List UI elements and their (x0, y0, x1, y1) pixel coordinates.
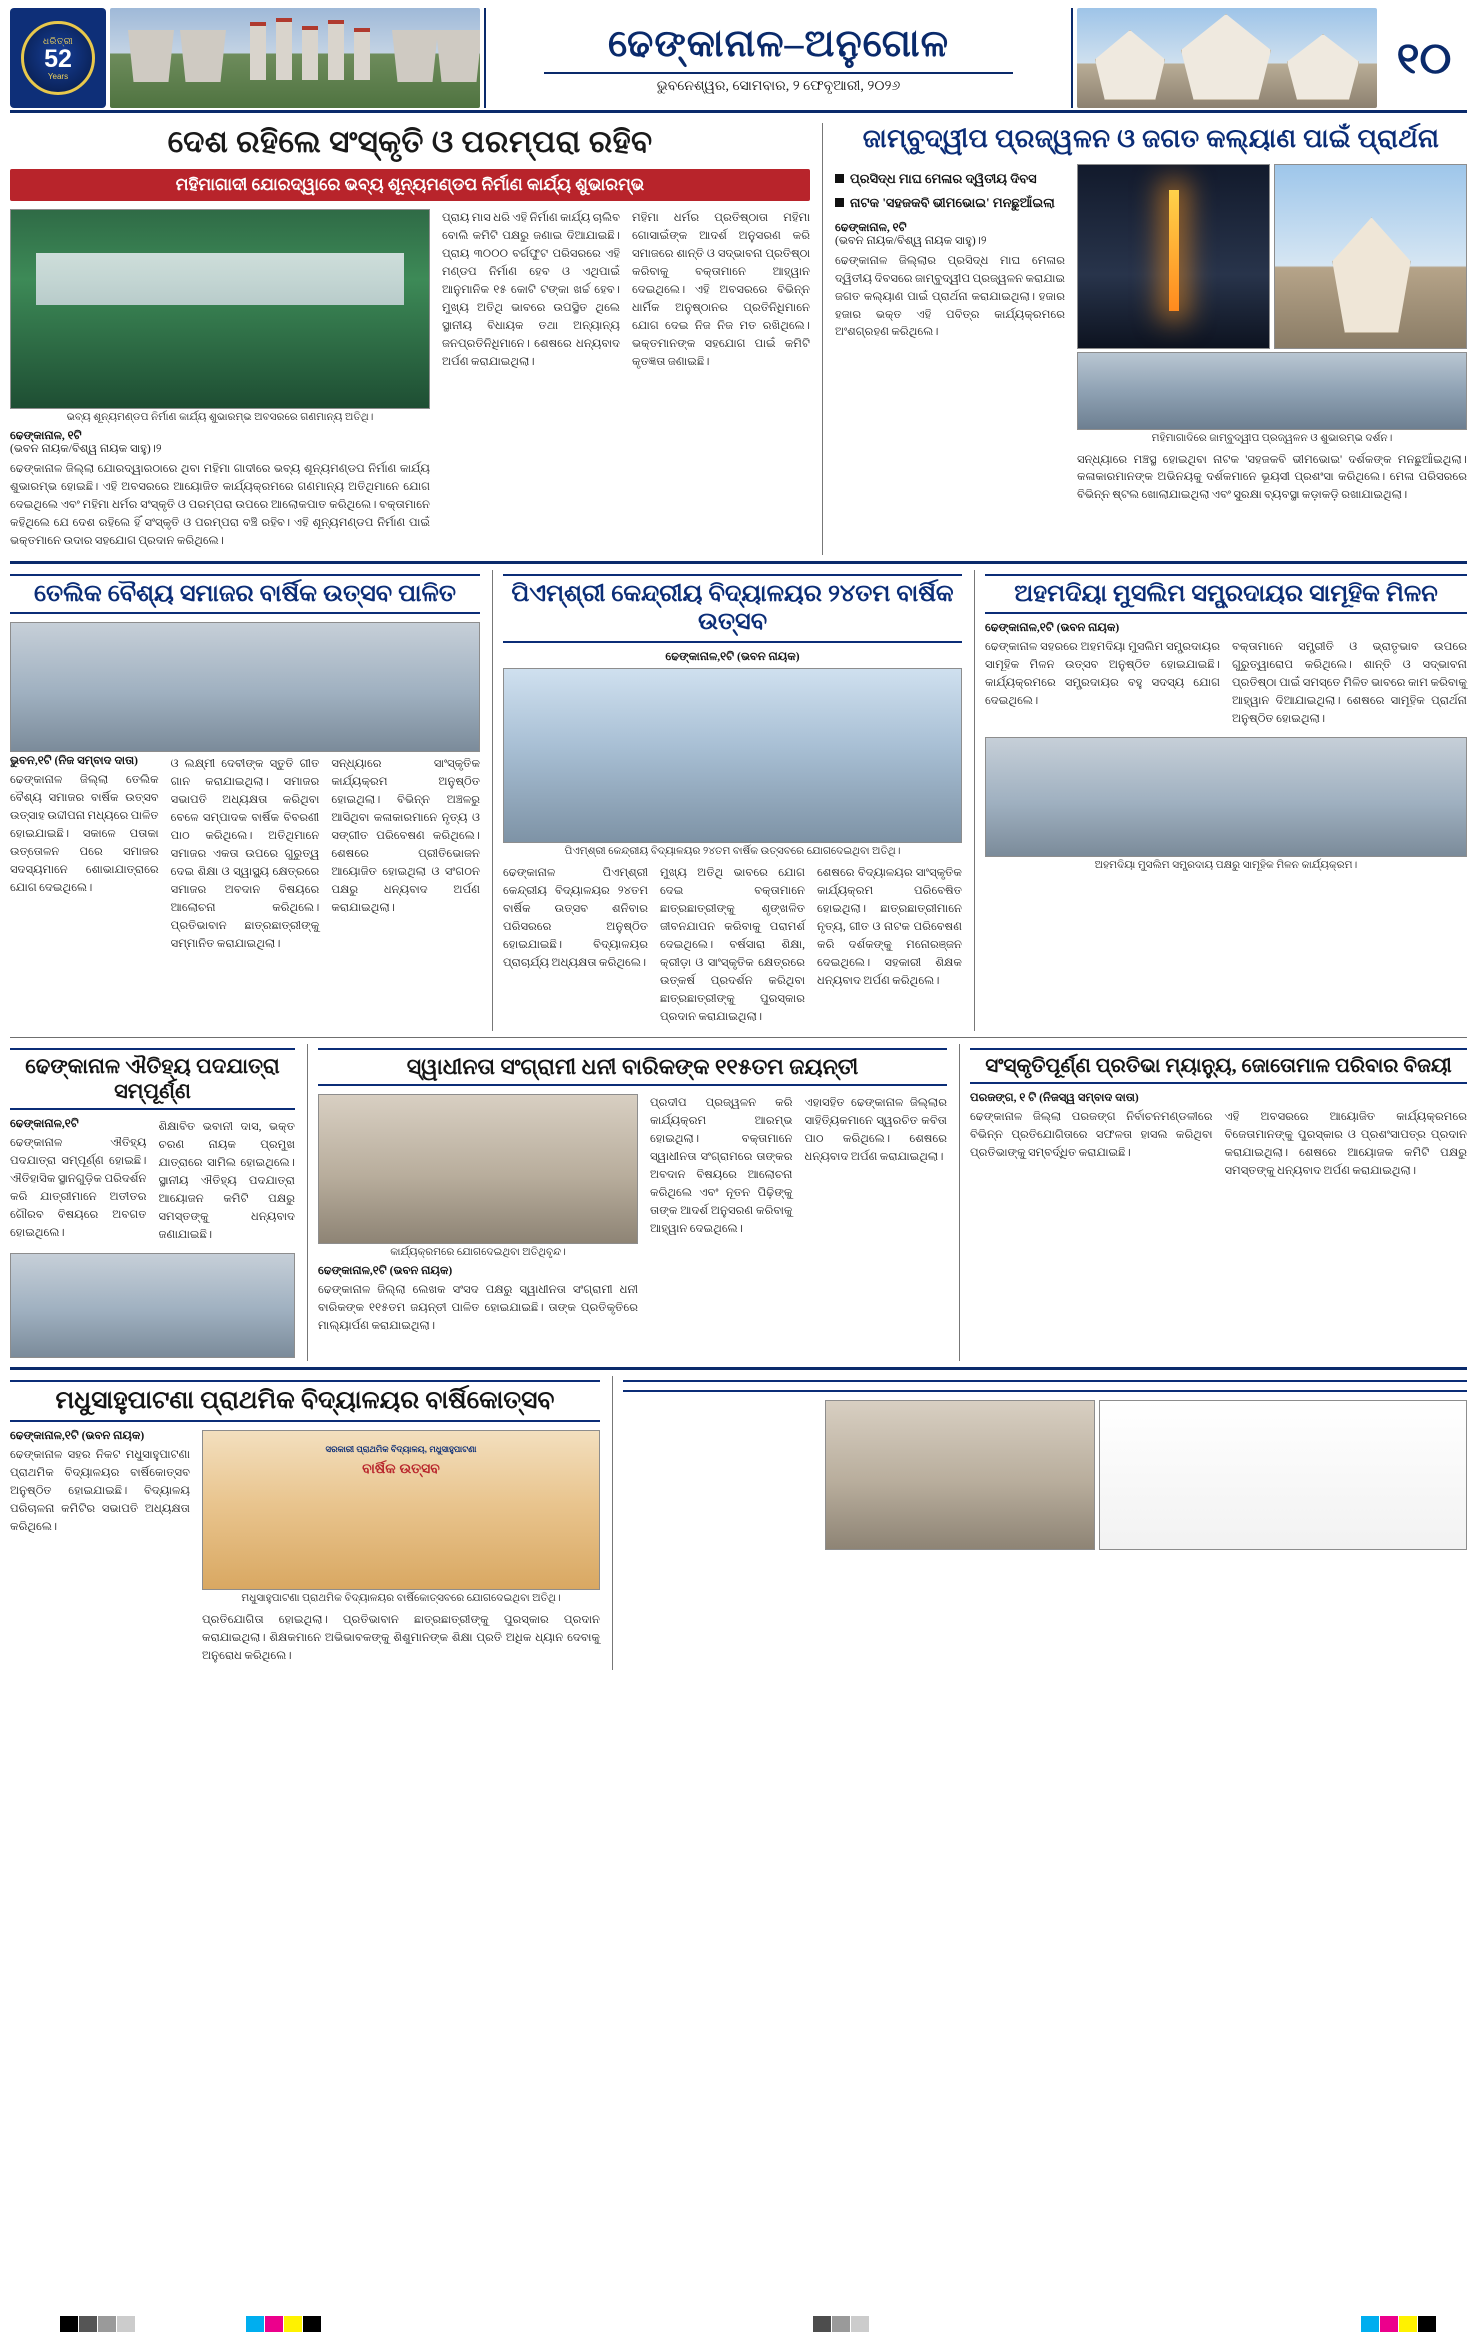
section-photo (10, 622, 480, 752)
section-photo-caption: ଅହମଦିୟା ମୁସଲିମ ସମ୍ପ୍ରଦାୟ ପକ୍ଷରୁ ସାମୂହିକ ମିଳନ କାର୍ଯ୍ୟକ୍ରମ। (1094, 860, 1358, 872)
prayer-col2-text: ସନ୍ଧ୍ୟାରେ ମଞ୍ଚସ୍ଥ ହୋଇଥିବା ନାଟକ 'ସହଜକବି ଭୀମଭୋଇ' ଦର୍ଶକଙ୍କ ମନଛୁଆଁଇଥିଲା। କଳାକାରମାନଙ୍କ ଅଭିନୟକୁ ଦର୍ଶକମାନେ ଭୂୟସୀ ପ୍ରଶଂସା କରିଥିଲେ। ମେଳା ପରିସରରେ ବିଭିନ୍ନ ଷ୍ଟଲ ଖୋଲାଯାଇଥିଲା ଏବଂ ସୁରକ୍ଷା ବ୍ୟବସ୍ଥା କଡ଼ାକଡ଼ି ରଖାଯାଇଥିଲା। (1077, 452, 1467, 502)
section-divider (10, 1037, 1467, 1038)
section-byline: ଢେଙ୍କାନାଳ,୧ଟି (ଭବନ ନାୟକ) (318, 1265, 453, 1278)
publication-logo (10, 8, 106, 108)
prayer-photo-crowd (1077, 352, 1467, 430)
section-byline: ଢେଙ୍କାନାଳ,୧ଟି (ଭବନ ନାୟକ) (665, 651, 800, 664)
masthead (10, 8, 1467, 113)
prayer-photo-caption: ମହିମାଗାଦିରେ ଜାମ୍ବୁଦ୍ୱୀପ ପ୍ରଜ୍ୱଳନ ଓ ଶୁଭାରମ୍ଭ ଦର୍ଶନ। (1151, 432, 1393, 444)
section-dhani (307, 1044, 947, 1361)
section-col2-text: ଏହି ଅବସରରେ ଆୟୋଜିତ କାର୍ଯ୍ୟକ୍ରମରେ ବିଜେତାମାନଙ୍କୁ ପୁରସ୍କାର ଓ ପ୍ରଶଂସାପତ୍ର ପ୍ରଦାନ କରାଯାଇଥିଲା। ଶେଷରେ ଆୟୋଜକ କମିଟି ପକ୍ଷରୁ ସମସ୍ତଙ୍କୁ ଧନ୍ୟବାଦ ଅର୍ପଣ କରାଯାଇଥିଲା। (1224, 1109, 1467, 1177)
press-registration-bars (0, 2313, 1477, 2335)
lead-story (10, 123, 810, 555)
third-band (10, 1044, 1467, 1361)
prayer-photo-temple (1274, 164, 1467, 349)
section-col2-text: ମୁଖ୍ୟ ଅତିଥି ଭାବରେ ଯୋଗ ଦେଇ ବକ୍ତାମାନେ ଛାତ୍ରଛାତ୍ରୀଙ୍କୁ ଶୃଙ୍ଖଳିତ ଜୀବନଯାପନ କରିବାକୁ ପରାମର୍ଶ ଦେଇଥିଲେ। ବର୍ଷସାରା ଶିକ୍ଷା, କ୍ରୀଡ଼ା ଓ ସାଂସ୍କୃତିକ କ୍ଷେତ୍ରରେ ଉତ୍କର୍ଷ ପ୍ରଦର୍ଶନ କରିଥିବା ଛାତ୍ରଛାତ୍ରୀଙ୍କୁ ପୁରସ୍କାର ପ୍ରଦାନ କରାଯାଇଥିଲା। (660, 866, 805, 1023)
section-col1-text: ଢେଙ୍କାନାଳ ସହର ନିକଟ ମଧୁସାହୁପାଟଣା ପ୍ରାଥମିକ ବିଦ୍ୟାଳୟର ବାର୍ଷିକୋତ୍ସବ ଅନୁଷ୍ଠିତ ହୋଇଯାଇଛି। ବିଦ୍ୟାଳୟ ପରିଚାଳନା କମିଟିର ସଭାପତି ଅଧ୍ୟକ୍ଷତା କରିଥିଲେ। (10, 1448, 190, 1533)
publication-title: ଢେଙ୍କାନାଳ–ଅନୁଗୋଳ (607, 22, 950, 65)
masthead-left-photo (110, 8, 480, 108)
section-col1-text: ଢେଙ୍କାନାଳ ପିଏମ୍‌ଶ୍ରୀ କେନ୍ଦ୍ରୀୟ ବିଦ୍ୟାଳୟର ୨୪ତମ ବାର୍ଷିକ ଉତ୍ସବ ଶନିବାର ପରିସରରେ ଅନୁଷ୍ଠିତ ହୋଇଯାଇଛି। ବିଦ୍ୟାଳୟର ପ୍ରାଚାର୍ଯ୍ୟ ଅଧ୍ୟକ୍ଷତା କରିଥିଲେ। (503, 866, 648, 970)
section-col2-text: ପ୍ରଦୀପ ପ୍ରଜ୍ୱଳନ କରି କାର୍ଯ୍ୟକ୍ରମ ଆରମ୍ଭ ହୋଇଥିଲା। ବକ୍ତାମାନେ ସ୍ୱାଧୀନତା ସଂଗ୍ରାମରେ ତାଙ୍କର ଅବଦାନ ବିଷୟରେ ଆଲୋଚନା କରିଥିଲେ ଏବଂ ନୂତନ ପିଢ଼ିଙ୍କୁ ତାଙ୍କ ଆଦର୍ଶ ଅନୁସରଣ କରିବାକୁ ଆହ୍ୱାନ ଦେଇଥିଲେ। (650, 1096, 793, 1236)
prayer-byline: ଢେଙ୍କାନାଳ, ୧ଟି (ଭବନ ନାୟକ/ବିଶ୍ୱ ନାୟକ ସାହୁ)।୨ (835, 221, 987, 247)
section-title: ପିଏମ୍‌ଶ୍ରୀ କେନ୍ଦ୍ରୀୟ ବିଦ୍ୟାଳୟର ୨୪ତମ ବାର୍ଷିକ ଉତ୍ସବ (503, 574, 962, 644)
section-photo-caption: କାର୍ଯ୍ୟକ୍ରମରେ ଯୋଗଦେଇଥିବା ଅତିଥିବୃନ୍ଦ। (390, 1247, 566, 1259)
seal-number: 52 (44, 44, 72, 73)
prayer-bullets (835, 170, 1065, 212)
square-bullet-icon (835, 174, 844, 183)
section-col2-text: ବକ୍ତାମାନେ ସମ୍ପ୍ରୀତି ଓ ଭ୍ରାତୃଭାବ ଉପରେ ଗୁରୁତ୍ୱାରୋପ କରିଥିଲେ। ଶାନ୍ତି ଓ ସଦ୍ଭାବନା ପ୍ରତିଷ୍ଠା ପାଇଁ ସମସ୍ତେ ମିଳିତ ଭାବରେ କାମ କରିବାକୁ ଆହ୍ୱାନ ଦିଆଯାଇଥିଲା। ଶେଷରେ ସାମୂହିକ ପ୍ରାର୍ଥନା ଅନୁଷ୍ଠିତ ହୋଇଥିଲା। (1232, 640, 1467, 726)
section-col2-text: ପ୍ରତିଯୋଗିତା ହୋଇଥିଲା। ପ୍ରତିଭାବାନ ଛାତ୍ରଛାତ୍ରୀଙ୍କୁ ପୁରସ୍କାର ପ୍ରଦାନ କରାଯାଇଥିଲା। ଶିକ୍ଷକମାନେ ଅଭିଭାବକଙ୍କୁ ଶିଶୁମାନଙ୍କ ଶିକ୍ଷା ପ୍ରତି ଅଧିକ ଧ୍ୟାନ ଦେବାକୁ ଅନୁରୋଧ କରିଥିଲେ। (202, 1613, 600, 1662)
color-bar-group-cmyk (246, 2316, 322, 2332)
lead-col1-text: ଢେଙ୍କାନାଳ ଜିଲ୍ଲା ଯୋରଦ୍ୱାରଠାରେ ଥିବା ମହିମା ଗାଦୀରେ ଭବ୍ୟ ଶୂନ୍ୟମଣ୍ଡପ ନିର୍ମାଣ କାର୍ଯ୍ୟ ଶୁଭାରମ୍ଭ ହୋଇଛି। ଏହି ଅବସରରେ ଆୟୋଜିତ କାର୍ଯ୍ୟକ୍ରମରେ ଗଣମାନ୍ୟ ଅତିଥିମାନେ ଯୋଗ ଦେଇଥିଲେ ଏବଂ ମହିମା ଧର୍ମର ସଂସ୍କୃତି ଓ ପରମ୍ପରା ଉପରେ ଆଲୋକପାତ କରିଥିଲେ। ବକ୍ତାମାନେ କହିଥିଲେ ଯେ ଦେଶ ରହିଲେ ହିଁ ସଂସ୍କୃତି ଓ ପରମ୍ପରା ବଞ୍ଚି ରହିବ। ଏହି ଶୂନ୍ୟମଣ୍ଡପ ନିର୍ମାଣ ପାଇଁ ଭକ୍ତମାନେ ଉଦାର ସହଯୋଗ ପ୍ରଦାନ କରିଥିଲେ। (10, 461, 430, 547)
section-divider (10, 1367, 1467, 1370)
section-photo (202, 1430, 600, 1590)
prayer-story (822, 123, 1467, 555)
section-padayatra (10, 1044, 295, 1361)
section-title: ଅହମଦିୟା ମୁସଲିମ ସମ୍ପ୍ରଦାୟର ସାମୂହିକ ମିଳନ (985, 574, 1467, 615)
section-title: ତେଲିକ ବୈଶ୍ୟ ସମାଜର ବାର୍ଷିକ ଉତ୍ସବ ପାଳିତ (10, 574, 480, 615)
section-byline: ଢେଙ୍କାନାଳ,୧ଟି (ଭବନ ନାୟକ) (985, 622, 1120, 635)
section-honour (959, 1044, 1467, 1361)
section-photo (318, 1094, 638, 1244)
section-col1-text: ଢେଙ୍କାନାଳ ଜିଲ୍ଲା ଲେଖକ ସଂସଦ ପକ୍ଷରୁ ସ୍ୱାଧୀନତା ସଂଗ୍ରାମୀ ଧନୀ ବାରିକଙ୍କ ୧୧୫ତମ ଜୟନ୍ତୀ ପାଳିତ ହୋଇଯାଇଛି। ତାଙ୍କ ପ୍ରତିକୃତିରେ ମାଲ୍ୟାର୍ପଣ କରାଯାଇଥିଲା। (318, 1283, 638, 1333)
section-photo-speaker (825, 1400, 1095, 1550)
section-madhusahu (10, 1376, 600, 1670)
anniversary-seal (21, 21, 95, 95)
section-photo (985, 737, 1467, 857)
section-title: ସ୍ୱାଧୀନତା ସଂଗ୍ରାମୀ ଧନୀ ବାରିକଙ୍କ ୧୧୫ତମ ଜୟନ୍ତୀ (318, 1048, 947, 1086)
middle-band (10, 570, 1467, 1031)
lead-col2-text: ପ୍ରାୟ ମାସ ଧରି ଏହି ନିର୍ମାଣ କାର୍ଯ୍ୟ ଚାଲିବ ବୋଲି କମିଟି ପକ୍ଷରୁ ଜଣାଇ ଦିଆଯାଇଛି। ପ୍ରାୟ ୩୦୦୦ ବର୍ଗଫୁଟ ପରିସରରେ ଏହି ମଣ୍ଡପ ନିର୍ମାଣ ହେବ ଓ ଏଥିପାଇଁ ଆନୁମାନିକ ୧୫ କୋଟି ଟଙ୍କା ଖର୍ଚ୍ଚ ହେବ। ମୁଖ୍ୟ ଅତିଥି ଭାବରେ ଉପସ୍ଥିତ ଥିଲେ ସ୍ଥାନୀୟ ବିଧାୟକ ତଥା ଅନ୍ୟାନ୍ୟ ଜନପ୍ରତିନିଧିମାନେ। ଶେଷରେ ଧନ୍ୟବାଦ ଅର୍ପଣ କରାଯାଇଥିଲା। (442, 210, 620, 368)
lead-subhead: ମହିମାଗାଦୀ ଯୋରଦ୍ୱାରେ ଭବ୍ୟ ଶୂନ୍ୟମଣ୍ଡପ ନିର୍ମାଣ କାର୍ଯ୍ୟ ଶୁଭାରମ୍ଭ (10, 169, 810, 201)
masthead-title-block (484, 8, 1073, 108)
bullet-item: ନାଟକ 'ସହଜକବି ଭୀମଭୋଇ' ମନଛୁଆଁଇଲା (835, 194, 1065, 212)
section-col1-text: ଢେଙ୍କାନାଳ ଜିଲ୍ଲା ତେଲିକ ବୈଶ୍ୟ ସମାଜର ବାର୍ଷିକ ଉତ୍ସବ ଉତ୍ସାହ ଉଦ୍ଦୀପନା ମଧ୍ୟରେ ପାଳିତ ହୋଇଯାଇଛି। ସକାଳେ ପତାକା ଉତ୍ତୋଳନ ପରେ ସମାଜର ସଦସ୍ୟମାନେ ଶୋଭାଯାତ୍ରାରେ ଯୋଗ ଦେଇଥିଲେ। (10, 773, 159, 895)
prayer-photo-lamp (1077, 164, 1270, 349)
section-col1-text: ଢେଙ୍କାନାଳ ଐତିହ୍ୟ ପଦଯାତ୍ରା ସମ୍ପୂର୍ଣ୍ଣ ହୋଇଛି। ଐତିହାସିକ ସ୍ଥାନଗୁଡ଼ିକ ପରିଦର୍ଶନ କରି ଯାତ୍ରୀମାନେ ଅତୀତର ଗୌରବ ବିଷୟରେ ଅବଗତ ହୋଇଥିଲେ। (10, 1136, 147, 1240)
section-telika (10, 570, 480, 1031)
poster-text (1114, 1413, 1451, 1431)
section-col1-text: ଢେଙ୍କାନାଳ ଜିଲ୍ଲା ପରଜଙ୍ଗ ନିର୍ବାଚନମଣ୍ଡଳୀରେ ବିଭିନ୍ନ ପ୍ରତିଯୋଗିତାରେ ସଫଳତା ହାସଲ କରିଥିବା ପ୍ରତିଭାଙ୍କୁ ସମ୍ବର୍ଦ୍ଧିତ କରାଯାଇଛି। (970, 1109, 1213, 1159)
lead-headline: ଦେଶ ରହିଲେ ସଂସ୍କୃତି ଓ ପରମ୍ପରା ରହିବ (167, 124, 653, 159)
section-space (612, 1376, 1467, 1670)
seal-top-label: ଧରିତ୍ରୀ (42, 35, 74, 46)
section-byline: ଢେଙ୍କାନାଳ,୧ଟି (ଭବନ ନାୟକ) (10, 1430, 145, 1443)
section-photo-caption: ପିଏମ୍‌ଶ୍ରୀ କେନ୍ଦ୍ରୀୟ ବିଦ୍ୟାଳୟର ୨୪ତମ ବାର୍ଷିକ ଉତ୍ସବରେ ଯୋଗଦେଇଥିବା ଅତିଥି। (564, 846, 901, 858)
square-bullet-icon (835, 198, 844, 207)
section-title (623, 1380, 1467, 1392)
bullet-item: ପ୍ରସିଦ୍ଧ ମାଘ ମେଳାର ଦ୍ୱିତୀୟ ଦିବସ (835, 170, 1065, 188)
prayer-col1-text: ଢେଙ୍କାନାଳ ଜିଲ୍ଲାର ପ୍ରସିଦ୍ଧ ମାଘ ମେଳାର ଦ୍ୱିତୀୟ ଦିବସରେ ଜାମ୍ବୁଦ୍ୱୀପ ପ୍ରଜ୍ୱଳନ କରାଯାଇ ଜଗତ କଲ୍ୟାଣ ପାଇଁ ପ୍ରାର୍ଥନା କରାଯାଇଥିଲା। ହଜାର ହଜାର ଭକ୍ତ ଏହି ପବିତ୍ର କାର୍ଯ୍ୟକ୍ରମରେ ଅଂଶଗ୍ରହଣ କରିଥିଲେ। (835, 253, 1065, 339)
section-photo-poster (1099, 1400, 1467, 1550)
section-photo (10, 1253, 295, 1358)
color-bar-group-right (1361, 2316, 1437, 2332)
section-col3-text: ଏହାସହିତ ଢେଙ୍କାନାଳ ଜିଲ୍ଲାର ସାହିତ୍ୟିକମାନେ ସ୍ୱରଚିତ କବିତା ପାଠ କରିଥିଲେ। ଶେଷରେ ଧନ୍ୟବାଦ ଅର୍ପଣ କରାଯାଇଥିଲା। (804, 1096, 947, 1164)
seal-years-label: Years (47, 71, 69, 81)
section-photo-caption: ମଧୁସାହୁପାଟଣା ପ୍ରାଥମିକ ବିଦ୍ୟାଳୟର ବାର୍ଷିକୋତ୍ସବରେ ଯୋଗଦେଇଥିବା ଅତିଥି। (241, 1593, 561, 1605)
section-byline: ଢେଙ୍କାନାଳ,୧ଟି (10, 1118, 79, 1131)
color-bar-group-mid (813, 2316, 870, 2332)
title-divider (544, 72, 1014, 74)
section-byline: ଭୁବନ,୧ଟି (ନିଜ ସମ୍ବାଦ ଦାତା) (10, 755, 138, 768)
section-col3-text: ସନ୍ଧ୍ୟାରେ ସାଂସ୍କୃତିକ କାର୍ଯ୍ୟକ୍ରମ ଅନୁଷ୍ଠିତ ହୋଇଥିଲା। ବିଭିନ୍ନ ଅଞ୍ଚଳରୁ ଆସିଥିବା କଳାକାରମାନେ ନୃତ୍ୟ ଓ ସଙ୍ଗୀତ ପରିବେଷଣ କରିଥିଲେ। ଶେଷରେ ପ୍ରୀତିଭୋଜନ ଆୟୋଜିତ ହୋଇଥିଲା ଓ ସଂଗଠନ ପକ୍ଷରୁ ଧନ୍ୟବାଦ ଅର୍ପଣ କରାଯାଇଥିଲା। (331, 757, 481, 915)
lead-photo (10, 209, 430, 409)
lead-col3-text: ମହିମା ଧର୍ମର ପ୍ରତିଷ୍ଠାତା ମହିମା ଗୋସାଇଁଙ୍କ ଆଦର୍ଶ ଅନୁସରଣ କରି ସମାଜରେ ଶାନ୍ତି ଓ ସଦ୍ଭାବନା ପ୍ରତିଷ୍ଠା କରିବାକୁ ବକ୍ତାମାନେ ଆହ୍ୱାନ ଦେଇଥିଲେ। ଏହି ଅବସରରେ ବିଭିନ୍ନ ଧାର୍ମିକ ଅନୁଷ୍ଠାନର ପ୍ରତିନିଧିମାନେ ଯୋଗ ଦେଇ ନିଜ ନିଜ ମତ ରଖିଥିଲେ। ଭକ୍ତମାନଙ୍କ ସହଯୋଗ ପାଇଁ କମିଟି କୃତଜ୍ଞତା ଜଣାଇଛି। (632, 210, 810, 368)
section-title: ମଧୁସାହୁପାଟଣା ପ୍ରାଥମିକ ବିଦ୍ୟାଳୟର ବାର୍ଷିକୋତ୍ସବ (10, 1380, 600, 1422)
section-photo (503, 668, 962, 843)
page-number: ୧୦ (1396, 33, 1452, 83)
lead-photo-caption: ଭବ୍ୟ ଶୂନ୍ୟମଣ୍ଡପ ନିର୍ମାଣ କାର୍ଯ୍ୟ ଶୁଭାରମ୍ଭ ଅବସରରେ ଗଣମାନ୍ୟ ଅତିଥି। (66, 411, 374, 423)
school-banner-text: ସରକାରୀ ପ୍ରାଥମିକ ବିଦ୍ୟାଳୟ, ମଧୁସାହୁପାଟଣା ବାର୍ଷିକ ଉତ୍ସବ (325, 1443, 477, 1477)
bottom-band (10, 1376, 1467, 1670)
section-title: ସଂସ୍କୃତିପୂର୍ଣ୍ଣ ପ୍ରତିଭା ମ୍ୟାନ୍ୟୁ, ଜୋତୋମାଳ ପରିବାର ବିଜୟୀ (970, 1048, 1467, 1084)
section-col3-text: ଶେଷରେ ବିଦ୍ୟାଳୟର ସାଂସ୍କୃତିକ କାର୍ଯ୍ୟକ୍ରମ ପରିବେଷିତ ହୋଇଥିଲା। ଛାତ୍ରଛାତ୍ରୀମାନେ ନୃତ୍ୟ, ଗୀତ ଓ ନାଟକ ପରିବେଷଣ କରି ଦର୍ଶକଙ୍କୁ ମନୋରଞ୍ଜନ ଦେଇଥିଲେ। ସହକାରୀ ଶିକ୍ଷକ ଧନ୍ୟବାଦ ଅର୍ପଣ କରିଥିଲେ। (817, 866, 962, 987)
section-byline: ପରଜଙ୍ଗ, ୧ ଟି (ନିଜସ୍ୱ ସମ୍ବାଦ ଦାତା) (970, 1091, 1139, 1104)
section-title: ଢେଙ୍କାନାଳ ଐତିହ୍ୟ ପଦଯାତ୍ରା ସମ୍ପୂର୍ଣ୍ଣ (10, 1048, 295, 1110)
section-pmshri (492, 570, 962, 1031)
section-col2-text: ଶିକ୍ଷାବିତ ଭବାନୀ ଦାସ, ଭକ୍ତ ଚରଣ ନାୟକ ପ୍ରମୁଖ ଯାତ୍ରାରେ ସାମିଲ ହୋଇଥିଲେ। ସ୍ଥାନୀୟ ଐତିହ୍ୟ ପଦଯାତ୍ରା ଆୟୋଜନ କମିଟି ପକ୍ଷରୁ ସମସ୍ତଙ୍କୁ ଧନ୍ୟବାଦ ଜଣାଯାଇଛି। (158, 1120, 295, 1242)
masthead-right-photo (1077, 8, 1377, 108)
section-muslim (974, 570, 1467, 1031)
section-col1-text: ଢେଙ୍କାନାଳ ସହରରେ ଅହମଦିୟା ମୁସଲିମ ସମ୍ପ୍ରଦାୟର ସାମୂହିକ ମିଳନ ଉତ୍ସବ ଅନୁଷ୍ଠିତ ହୋଇଯାଇଛି। କାର୍ଯ୍ୟକ୍ରମରେ ସମ୍ପ୍ରଦାୟର ବହୁ ସଦସ୍ୟ ଯୋଗ ଦେଇଥିଲେ। (985, 640, 1220, 708)
dateline: ଭୁବନେଶ୍ୱର, ସୋମବାର, ୨ ଫେବୃଆରୀ, ୨୦୨୬ (656, 78, 901, 94)
section-col2-text: ଓ ଲକ୍ଷ୍ମୀ ଦେବୀଙ୍କ ସ୍ତୁତି ଗୀତ ଗାନ କରାଯାଇଥିଲା। ସମାଜର ସଭାପତି ଅଧ୍ୟକ୍ଷତା କରିଥିବା ବେଳେ ସମ୍ପାଦକ ବାର୍ଷିକ ବିବରଣୀ ପାଠ କରିଥିଲେ। ଅତିଥିମାନେ ସମାଜର ଏକତା ଉପରେ ଗୁରୁତ୍ୱ ଦେଇ ଶିକ୍ଷା ଓ ସ୍ୱାସ୍ଥ୍ୟ କ୍ଷେତ୍ରରେ ସମାଜର ଅବଦାନ ବିଷୟରେ ଆଲୋଚନା କରିଥିଲେ। ପ୍ରତିଭାବାନ ଛାତ୍ରଛାତ୍ରୀଙ୍କୁ ସମ୍ମାନିତ କରାଯାଇଥିଲା। (170, 757, 320, 951)
prayer-headline: ଜାମ୍ବୁଦ୍ୱୀପ ପ୍ରଜ୍ୱଳନ ଓ ଜଗତ କଲ୍ୟାଣ ପାଇଁ ପ୍ରାର୍ଥନା (862, 124, 1440, 153)
lead-byline: ଢେଙ୍କାନାଳ, ୧ଟି (ଭବନ ନାୟକ/ବିଶ୍ୱ ନାୟକ ସାହୁ)।୨ (10, 429, 162, 455)
section-divider (10, 561, 1467, 564)
color-bar-group-left (60, 2316, 136, 2332)
